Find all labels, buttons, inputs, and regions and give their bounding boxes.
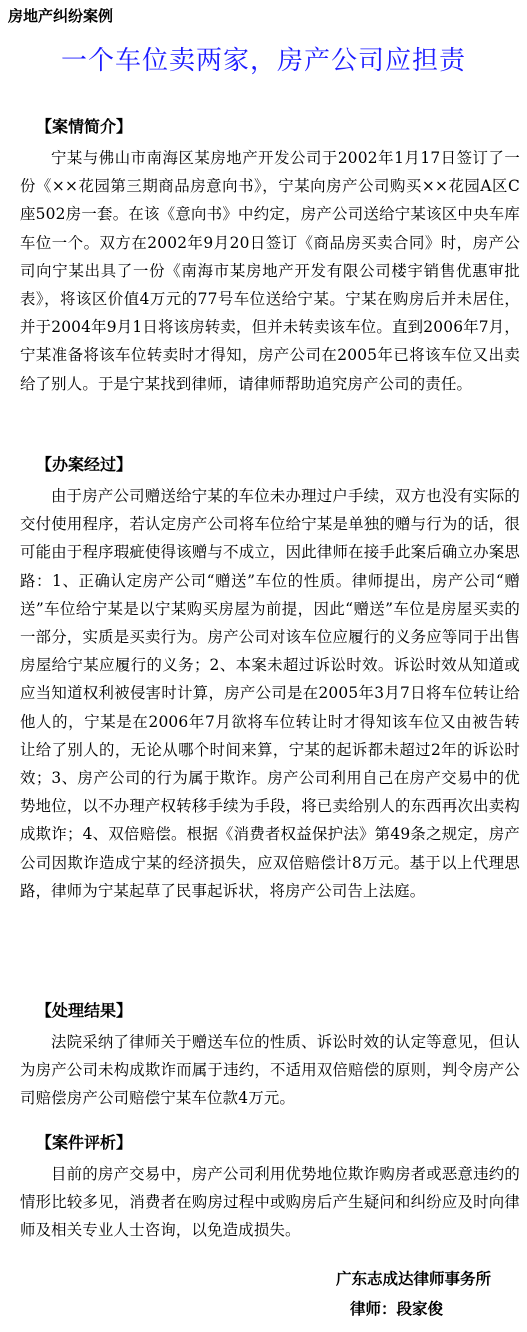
page-title: 一个车位卖两家，房产公司应担责 — [60, 46, 466, 76]
section-body-process: 由于房产公司赠送给宁某的车位未办理过户手续，双方也没有实际的交付使用程序，若认定房产公司将车位给宁某是单独的赠与行为的话，很可能由于程序瑕疵使得该赠与不成立，因此律师在接手此案后确立办案思路：1、正确认定房产公司“赠送”车位的性质。律师提出，房产公司“赠送”车位给宁某是以宁某购买房屋为前提，因此“赠送”车位是房屋买卖的一部分，实质是买卖行为。房产公司对该车位应履行的义务应等同于出售房屋给宁某应履行的义务；2、本案未超过诉讼时效。诉讼时效从知道或应当知道权利被侵害时计算，房产公司是在2005年3月7日将车位转让给他人的，宁某是在2006年7月欲将车位转让时才得知该车位又由被告转让给了别人的，无论从哪个时间来算，宁某的起诉都未超过2年的诉讼时效；3、房产公司的行为属于欺诈。房产公司利用自己在房产交易中的优势地位，以不办理产权转移手续为手段，将已卖给别人的东西再次出卖构成欺诈；4、双倍赔偿。根据《消费者权益保护法》第49条之规定，房产公司因欺诈造成宁某的经济损失，应双倍赔偿计8万元。基于以上代理思路，律师为宁某起草了民事起诉状，将房产公司告上法庭。 — [20, 487, 520, 900]
section-process — [20, 454, 520, 905]
section-body-review: 目前的房产交易中，房产公司利用优势地位欺诈购房者或恶意违约的情形比较多见，消费者在购房过程中或购房后产生疑问和纠纷应及时向律师及相关专业人士咨询，以免造成损失。 — [20, 1165, 520, 1240]
section-summary — [20, 116, 520, 398]
section-heading-process: 【办案经过】 — [36, 455, 133, 474]
section-heading-result: 【处理结果】 — [36, 1001, 133, 1020]
section-heading-review: 【案件评析】 — [36, 1133, 133, 1152]
law-firm-name: 广东志成达律师事务所 — [336, 1269, 492, 1288]
section-review — [20, 1132, 520, 1245]
category-label: 房地产纠纷案例 — [8, 7, 114, 25]
lawyer-name: 律师：段家俊 — [350, 1299, 444, 1318]
section-body-result: 法院采纳了律师关于赠送车位的性质、诉讼时效的认定等意见，但认为房产公司未构成欺诈而属于违约，不适用双倍赔偿的原则，判令房产公司赔偿房产公司赔偿宁某车位款4万元。 — [20, 1033, 520, 1108]
section-body-summary: 宁某与佛山市南海区某房地产开发公司于2002年1月17日签订了一份《××花园第三期商品房意向书》，宁某向房产公司购买××花园A区C座502房一套。在该《意向书》中约定，房产公司送给宁某该区中央车库车位一个。双方在2002年9月20日签订《商品房买卖合同》时，房产公司向宁某出具了一份《南海市某房地产开发有限公司楼宇销售优惠审批表》，将该区价值4万元的77号车位送给宁某。宁某在购房后并未居住，并于2004年9月1日将该房转卖，但并未转卖该车位。直到2006年7月，宁某准备将该车位转卖时才得知，房产公司在2005年已将该车位又出卖给了别人。于是宁某找到律师，请律师帮助追究房产公司的责任。 — [20, 149, 520, 393]
section-result — [20, 1000, 520, 1113]
section-heading-summary: 【案情简介】 — [36, 117, 133, 136]
